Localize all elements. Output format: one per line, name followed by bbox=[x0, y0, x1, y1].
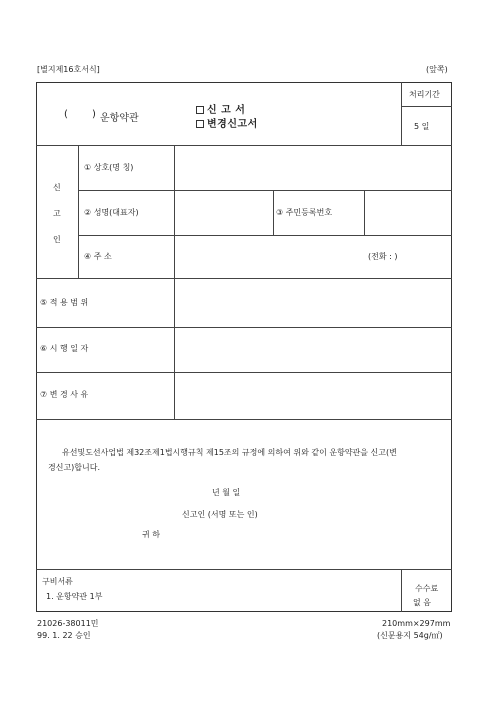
fee-value: 없 음 bbox=[413, 598, 431, 607]
form-title: 운항약관 bbox=[100, 113, 139, 124]
statement-recipient: 귀 하 bbox=[142, 530, 160, 539]
fee-divider bbox=[401, 569, 402, 612]
documents-label: 구비서류 bbox=[42, 577, 73, 586]
statement-date: 년 월 일 bbox=[212, 488, 241, 497]
date-label: ⑥ 시 행 일 자 bbox=[40, 344, 89, 353]
applicant-group-divider bbox=[78, 145, 79, 278]
form-code: 21026-38011민 bbox=[37, 619, 99, 628]
representative-field[interactable] bbox=[176, 192, 271, 234]
effective-date-field[interactable] bbox=[176, 329, 450, 371]
registration-label: ③ 주민등록번호 bbox=[276, 208, 333, 217]
paren-close: ) bbox=[92, 109, 96, 120]
option-change[interactable] bbox=[196, 115, 258, 130]
applicant-group-char-3: 인 bbox=[53, 235, 61, 244]
scope-field[interactable] bbox=[176, 280, 450, 326]
scope-bottom-line bbox=[36, 327, 452, 328]
reason-bottom-line bbox=[36, 419, 452, 420]
reg-divider-right bbox=[364, 190, 365, 235]
applicant-group-char-2: 고 bbox=[53, 209, 61, 218]
reason-field[interactable] bbox=[176, 374, 450, 418]
representative-label: ② 성명(대표자) bbox=[84, 208, 139, 217]
address-field[interactable] bbox=[176, 237, 356, 277]
form-number: [별지제16호서식] bbox=[37, 65, 100, 74]
name-label: ① 상호(명 칭) bbox=[84, 163, 134, 172]
label-column-divider bbox=[174, 145, 175, 419]
option-report-label: 신 고 서 bbox=[207, 105, 246, 116]
statement-line-1: 유선및도선사업법 제32조제1법시행규칙 제15조의 규정에 의하여 위와 같이 운항약관을 신고(변 bbox=[62, 448, 397, 457]
processing-value: 5 일 bbox=[414, 122, 430, 131]
processing-divider bbox=[401, 82, 402, 145]
statement-signer: 신고인 (서명 또는 인) bbox=[182, 510, 258, 519]
scope-label: ⑤ 적 용 범 위 bbox=[40, 298, 89, 307]
applicant-group-char-1: 신 bbox=[53, 183, 61, 192]
paper-type: (신문용지 54g/㎡) bbox=[377, 631, 443, 640]
reason-label: ⑦ 변 경 사 유 bbox=[40, 390, 89, 399]
fee-label: 수수료 bbox=[415, 584, 439, 593]
phone-label: (전화 : ) bbox=[368, 252, 398, 261]
applicant-row2-line bbox=[78, 235, 452, 236]
date-bottom-line bbox=[36, 372, 452, 373]
applicant-row1-line bbox=[78, 190, 452, 191]
address-label: ④ 주 소 bbox=[84, 252, 112, 261]
processing-label: 처리기간 bbox=[409, 90, 440, 99]
title-bottom-line bbox=[36, 145, 452, 146]
option-change-label: 변경신고서 bbox=[207, 119, 258, 130]
approval-date: 99. 1. 22 승인 bbox=[37, 631, 91, 640]
paren-open: ( bbox=[64, 109, 68, 120]
page-side-label: (앞쪽) bbox=[426, 65, 448, 74]
paper-size: 210mm×297mm bbox=[382, 619, 451, 628]
name-field[interactable] bbox=[176, 147, 450, 189]
option-report[interactable] bbox=[196, 101, 245, 116]
processing-row-line bbox=[401, 106, 452, 107]
documents-top-line bbox=[36, 569, 452, 570]
registration-field[interactable] bbox=[366, 192, 450, 234]
reg-divider-left bbox=[273, 190, 274, 235]
report-checkbox[interactable] bbox=[196, 106, 204, 114]
statement-line-2: 경신고)합니다. bbox=[48, 463, 101, 472]
documents-item-1: 1. 운항약관 1부 bbox=[46, 592, 103, 601]
applicant-bottom-line bbox=[36, 278, 452, 279]
change-checkbox[interactable] bbox=[196, 120, 204, 128]
